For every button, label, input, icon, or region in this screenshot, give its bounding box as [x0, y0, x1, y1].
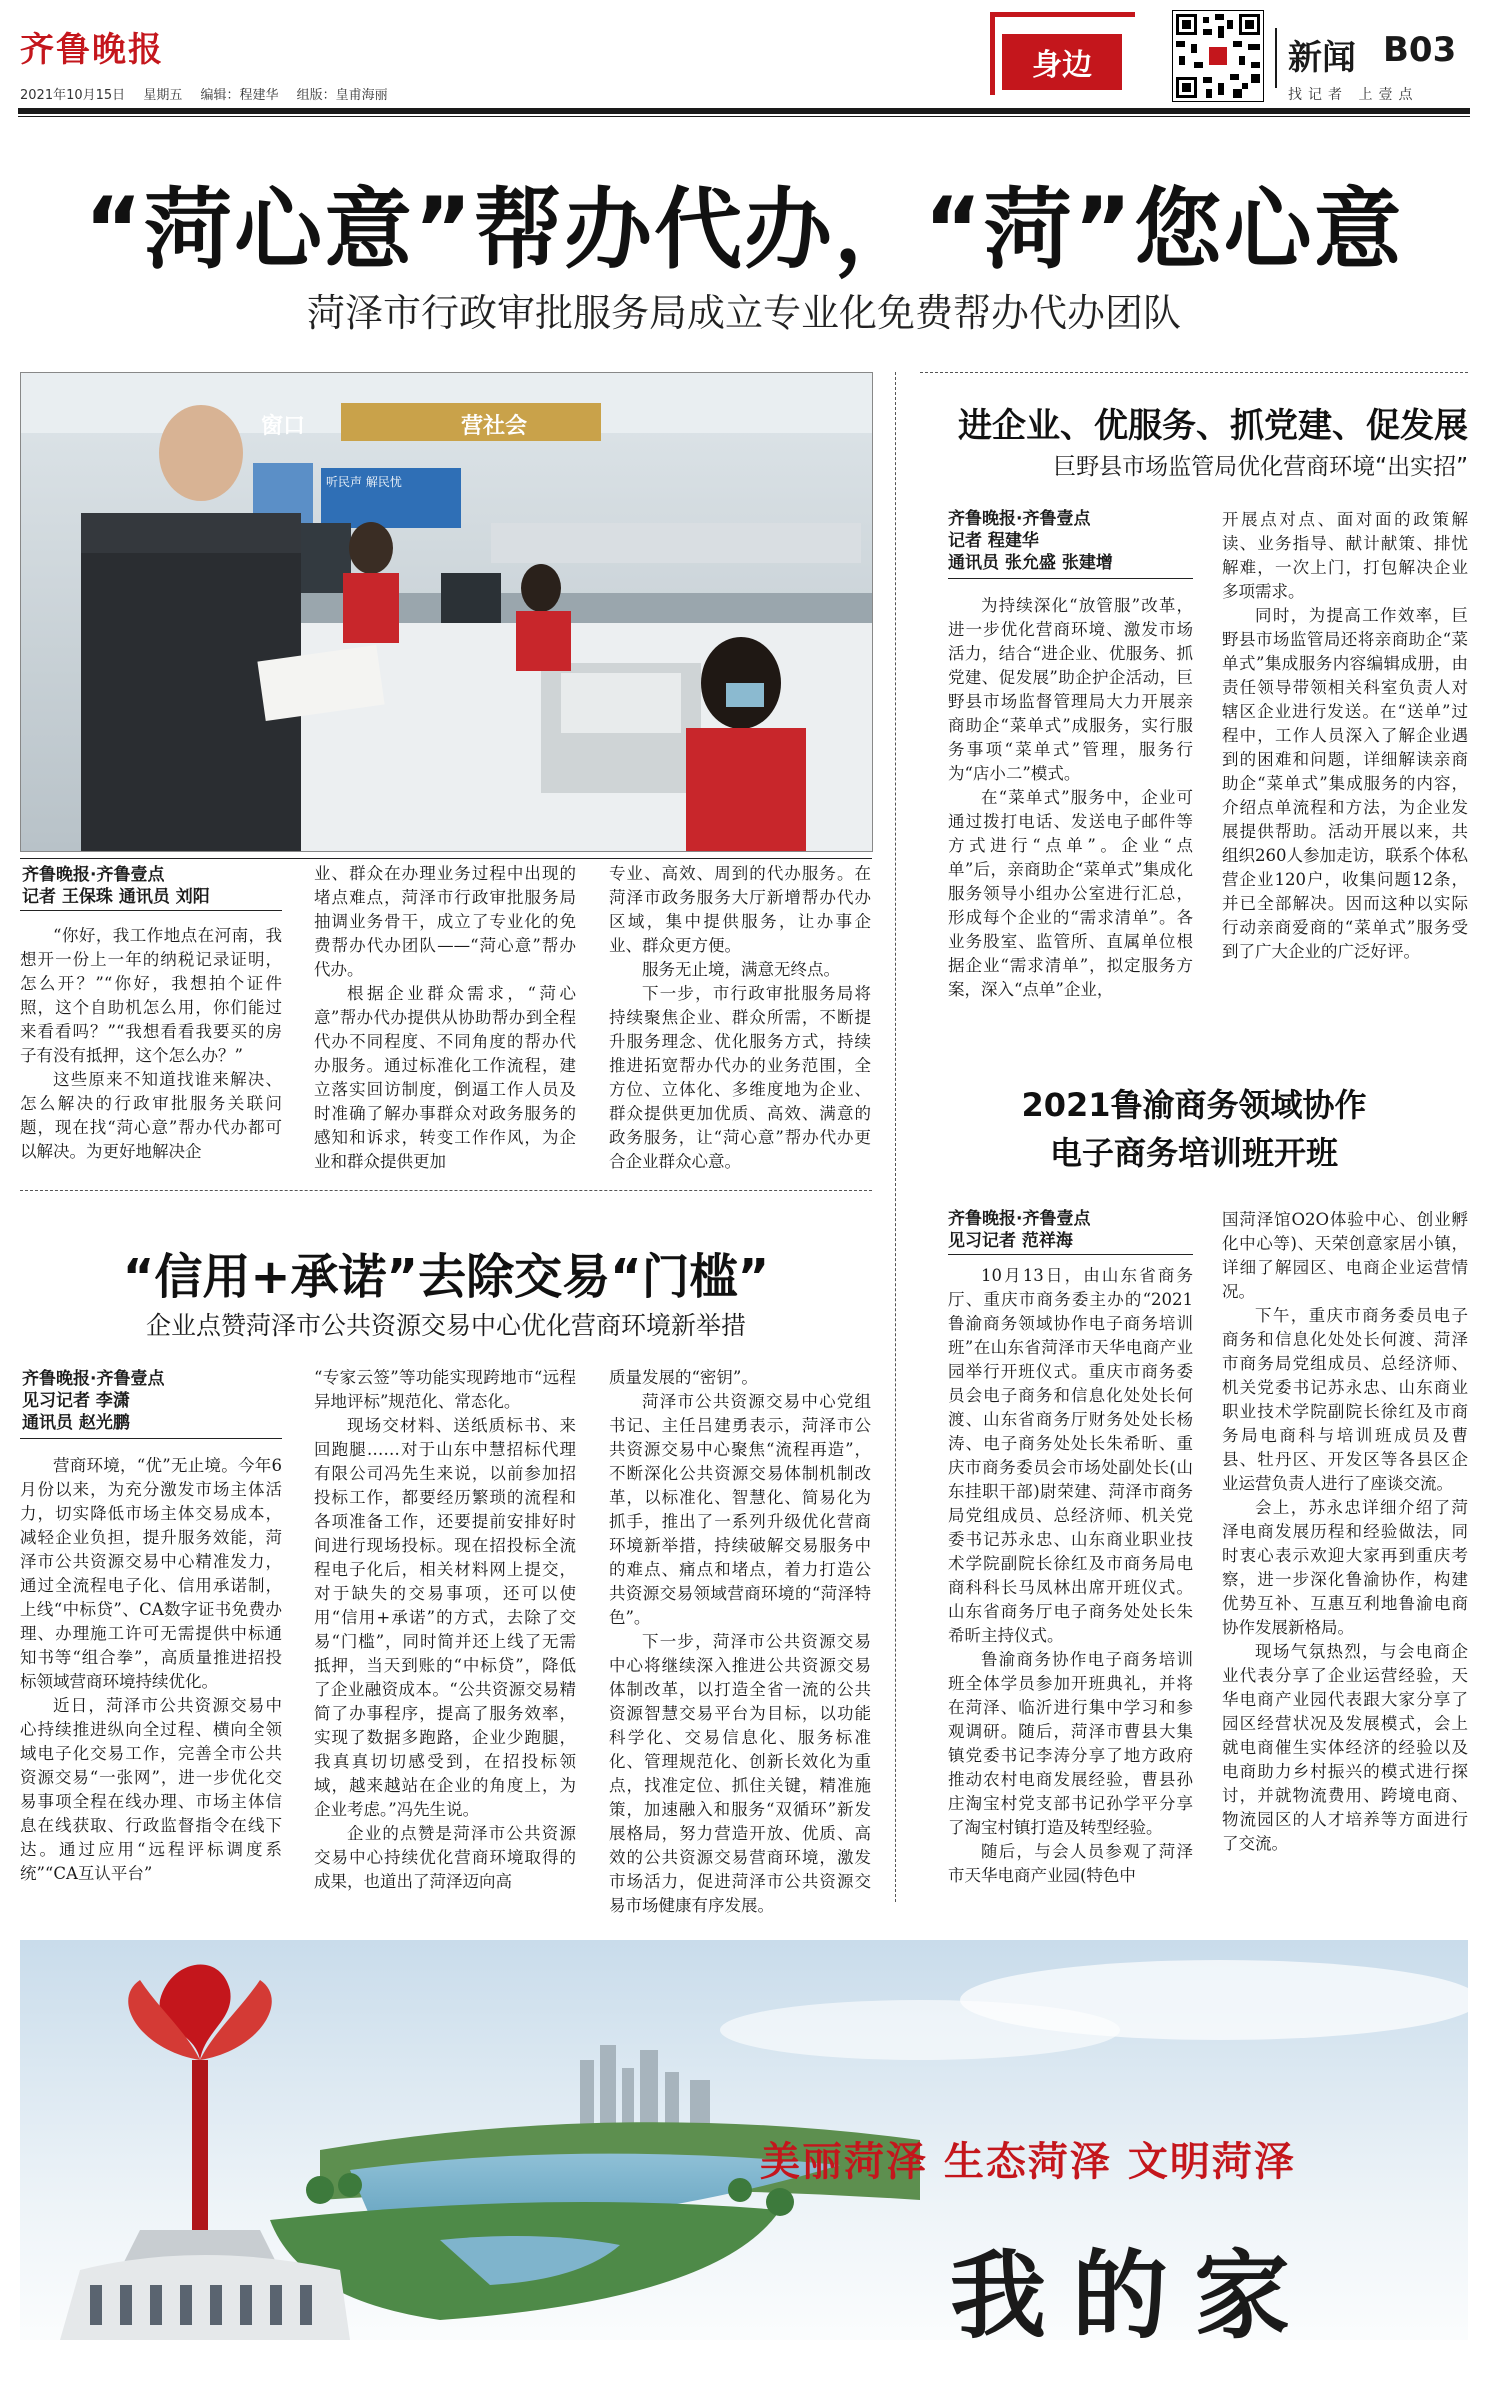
byline-reporter: 见习记者 李潇	[22, 1391, 130, 1411]
paragraph: 质量发展的“密钥”。	[609, 1368, 758, 1387]
top-rule-thin	[18, 116, 1470, 117]
right1-column-1	[948, 594, 1193, 1002]
lead-photo	[20, 372, 873, 852]
paragraph: 开展点对点、面对面的政策解读、业务指导、献计献策、排忧解难，一次上门，打包解决企业多项需求。	[1222, 510, 1468, 601]
lower-column-1	[20, 1454, 282, 1886]
paragraph: 下午，重庆市商务委员电子商务和信息化处处长何渡、菏泽市商务局党组成员、总经济师、机关党委书记苏永忠、山东商业职业技术学院副院长徐红及市商务局电商科与培训班成员及曹县、牡丹区、开发区等各县区企业运营负责人进行了座谈交流。	[1222, 1306, 1468, 1493]
photo-sign-listen: 听民声 解民忧	[326, 475, 402, 489]
page-number: B03	[1383, 30, 1457, 70]
lower-byline-rule	[20, 1438, 282, 1439]
byline-reporter: 记者 程建华	[948, 531, 1039, 551]
byline-outlet: 齐鲁晚报·齐鲁壹点	[948, 509, 1091, 529]
civic-banner	[20, 1940, 1468, 2385]
lead-rule	[20, 858, 872, 859]
byline-reporter: 见习记者 范祥海	[948, 1231, 1073, 1251]
paragraph: 在“菜单式”服务中，企业可通过拨打电话、发送电子邮件等方式进行“点单”。企业“点单”后，亲商助企“菜单式”集成化服务领导小组办公室进行汇总，形成每个企业的“需求清单”。各业务股室、监管所、直属单位根据企业“需求清单”，拟定服务方案，深入“点单”企业，	[948, 788, 1193, 999]
lower-byline	[22, 1368, 272, 1434]
paragraph: 下一步，菏泽市公共资源交易中心将继续深入推进公共资源交易体制改革，以打造全省一流的公共资源智慧交易平台为目标，以功能科学化、交易信息化、服务标准化、管理规范化、创新长效化为重点，找准定位、抓住关键，精准施策，加速融入和服务“双循环”新发展格局，努力营造开放、优质、高效的公共资源交易营商环境，激发市场活力，促进菏泽市公共资源交易市场健康有序发展。	[609, 1632, 871, 1915]
lead-column-3	[609, 862, 871, 1174]
right2-headline-line2: 电子商务培训班开班	[1049, 1134, 1338, 1172]
byline-outlet: 齐鲁晚报·齐鲁壹点	[22, 865, 165, 885]
right2-byline	[948, 1208, 1188, 1252]
lead-headline: “菏心意”帮办代办，“菏”您心意	[84, 178, 1404, 281]
right1-byline	[948, 508, 1188, 574]
paragraph: 随后，与会人员参观了菏泽市天华电商产业园(特色中	[948, 1842, 1193, 1885]
byline-outlet: 齐鲁晚报·齐鲁壹点	[948, 1209, 1091, 1229]
qr-code[interactable]	[1172, 10, 1264, 102]
byline-outlet: 齐鲁晚报·齐鲁壹点	[22, 1369, 165, 1389]
paragraph: 鲁渝商务协作电子商务培训班全体学员参加开班典礼，并将在菏泽、临沂进行集中学习和参观调研。随后，菏泽市曹县大集镇党委书记李涛分享了地方政府推动农村电商发展经验，曹县孙庄淘宝村党支部书记孙学平分享了淘宝村镇打造及转型经验。	[948, 1650, 1193, 1837]
right1-subheadline: 巨野县市场监管局优化营商环境“出实招”	[1053, 454, 1468, 480]
paragraph: 服务无止境，满意无终点。	[642, 960, 840, 979]
column-divider	[895, 372, 896, 1902]
layout-credit: 组版：皇甫海丽	[296, 88, 388, 103]
paragraph: 同时，为提高工作效率，巨野县市场监管局还将亲商助企“菜单式”集成服务内容编辑成册，由责任领导带领相关科室负责人对辖区企业进行发送。在“送单”过程中，工作人员深入了解企业遇到的困难和问题，详细解读亲商助企“菜单式”集成服务的内容，介绍点单流程和方法，为企业发展提供帮助。活动开展以来，共组织260人参加走访，联系个体私营企业120户，收集问题12条，并已全部解决。因而这种以实际行动亲商爱商的“菜单式”服务受到了广大企业的广泛好评。	[1222, 606, 1468, 961]
top-rule	[18, 108, 1470, 114]
lead-column-1	[20, 924, 282, 1164]
photo-sign-society: 营社会	[461, 414, 528, 439]
lower-top-rule	[20, 1190, 872, 1191]
paragraph: “你好，我工作地点在河南，我想开一份上一年的纳税记录证明，怎么开？”“你好，我想拍个证件照，这个自助机怎么用，你们能过来看看吗？”“我想看看我要买的房子有没有抵押，这个怎么办？”	[20, 926, 282, 1065]
right2-byline-rule	[948, 1254, 1193, 1255]
paragraph: 现场气氛热烈，与会电商企业代表分享了企业运营经验，天华电商产业园代表跟大家分享了园区经营状况及发展模式，会上就电商催生实体经济的经验以及电商助力乡村振兴的模式进行探讨，并就物流费用、跨境电商、物流园区的人才培养等方面进行了交流。	[1222, 1642, 1468, 1853]
paragraph: 菏泽市公共资源交易中心党组书记、主任吕建勇表示，菏泽市公共资源交易中心聚焦“流程再造”，不断深化公共资源交易体制机制改革，以标准化、智慧化、简易化为抓手，推出了一系列升级优化营商环境新举措，持续破解交易服务中的难点、痛点和堵点，着力打造公共资源交易领域营商环境的“菏泽特色”。	[609, 1392, 871, 1627]
banner-my-home: 我的家	[950, 2239, 1316, 2352]
lead-byline-rule	[20, 910, 282, 911]
byline-reporters: 记者 王保珠 通讯员 刘阳	[22, 887, 210, 907]
paragraph: 企业的点赞是菏泽市公共资源交易中心持续优化营商环境取得的成果，也道出了菏泽迈向高	[314, 1824, 576, 1891]
issue-date: 2021年10月15日	[20, 88, 126, 103]
paragraph: 为持续深化“放管服”改革，进一步优化营商环境、激发市场活力，结合“进企业、优服务、抓党建、促发展”助企护企活动，巨野县市场监督管理局大力开展亲商助企“菜单式”成服务，实行服务事项“菜单式”管理，服务行为“店小二”模式。	[948, 596, 1193, 783]
lower-column-3	[609, 1366, 871, 1918]
photo-sign-window: 窗口	[261, 414, 306, 439]
lower-headline: “信用+承诺”去除交易“门槛”	[122, 1249, 770, 1305]
paragraph: 10月13日，由山东省商务厅、重庆市商务委主办的“2021鲁渝商务领域协作电子商务培训班”在山东省菏泽市天华电商产业园举行开班仪式。重庆市商务委员会电子商务和信息化处处长何渡、山东省商务厅财务处处长杨涛、电子商务处处长朱希昕、重庆市商务委员会市场处副处长(山东挂职干部)尉荣建、菏泽市商务局党组成员、总经济师、机关党委书记苏永忠、山东商业职业技术学院副院长徐红及市商务局电商科科长马凤林出席开班仪式。山东省商务厅电子商务处处长朱希昕主持仪式。	[948, 1266, 1193, 1645]
lower-subheadline: 企业点赞菏泽市公共资源交易中心优化营商环境新举措	[145, 1311, 746, 1340]
right1-headline: 进企业、优服务、抓党建、促发展	[958, 406, 1468, 446]
service-hall-photo	[21, 373, 872, 851]
issue-weekday: 星期五	[143, 88, 183, 103]
right1-column-2	[1222, 508, 1468, 964]
paragraph: 业、群众在办理业务过程中出现的堵点难点，菏泽市行政审批服务局抽调业务骨干，成立了专业化的免费帮办代办团队——“菏心意”帮办代办。	[314, 864, 576, 979]
section-name: 新闻	[1288, 38, 1356, 78]
paragraph: 国菏泽馆O2O体验中心、创业孵化中心等)、天荣创意家居小镇，详细了解园区、电商企业运营情况。	[1222, 1210, 1468, 1301]
masthead-divider	[1275, 28, 1277, 88]
paragraph: “专家云签”等功能实现跨地市“远程异地评标”规范化、常态化。	[314, 1368, 576, 1411]
banner-slogan: 美丽菏泽 生态菏泽 文明菏泽	[760, 2139, 1296, 2185]
section-tag: 身边	[1002, 34, 1122, 90]
masthead-slogan: 找记者 上壹点	[1288, 87, 1419, 103]
right2-column-1	[948, 1264, 1193, 1888]
paragraph: 现场交材料、送纸质标书、来回跑腿……对于山东中慧招标代理有限公司冯先生来说，以前参加招投标工作，都要经历繁琐的流程和各项准备工作，还要提前安排好时间进行现场投标。现在招投标全流程电子化后，相关材料网上提交，对于缺失的交易事项，还可以使用“信用+承诺”的方式，去除了交易“门槛”，同时简并还上线了无需抵押，当天到账的“中标贷”，降低了企业融资成本。“公共资源交易精简了办事程序，提高了服务效率，实现了数据多跑路，企业少跑腿，我真真切切感受到，在招投标领域，越来越站在企业的角度上，为企业考虑。”冯先生说。	[314, 1416, 576, 1819]
right2-column-2	[1222, 1208, 1468, 1856]
paragraph: 会上，苏永忠详细介绍了菏泽电商发展历程和经验做法，同时衷心表示欢迎大家再到重庆考察，进一步深化鲁渝协作，构建优势互补、互惠互利地鲁渝电商协作发展新格局。	[1222, 1498, 1468, 1637]
qr-code-icon	[1173, 11, 1263, 101]
right1-byline-rule	[948, 578, 1193, 579]
byline-correspondent: 通讯员 赵光鹏	[22, 1413, 130, 1433]
paragraph: 下一步，市行政审批服务局将持续聚焦企业、群众所需，不断提升服务理念、优化服务方式，持续推进拓宽帮办代办的业务范围，全方位、立体化、多维度地为企业、群众提供更加优质、高效、满意的政务服务，让“菏心意”帮办代办更合企业群众心意。	[609, 984, 871, 1171]
paragraph: 近日，菏泽市公共资源交易中心持续推进纵向全过程、横向全领域电子化交易工作，完善全市公共资源交易“一张网”，进一步优化交易事项全程在线办理、市场主体信息在线获取、行政监督指令在线下达。通过应用“远程评标调度系统”“CA互认平台”	[20, 1696, 282, 1883]
lead-column-2	[314, 862, 576, 1174]
paragraph: 营商环境，“优”无止境。今年6月份以来，为充分激发市场主体活力，切实降低市场主体交易成本，减轻企业负担，提升服务效能，菏泽市公共资源交易中心精准发力，通过全流程电子化、信用承诺制，上线“中标贷”、CA数字证书免费办理、办理施工许可无需提供中标通知书等“组合拳”，高质量推进招投标领域营商环境持续优化。	[20, 1456, 282, 1691]
editor-credit: 编辑：程建华	[200, 88, 279, 103]
masthead-logo: 齐鲁晚报	[20, 30, 164, 70]
issue-meta	[20, 84, 402, 103]
right1-top-rule	[920, 372, 1468, 373]
lead-byline	[22, 864, 272, 908]
lower-column-2	[314, 1366, 576, 1894]
lead-subheadline: 菏泽市行政审批服务局成立专业化免费帮办代办团队	[306, 291, 1181, 335]
paragraph: 这些原来不知道找谁来解决、怎么解决的行政审批服务关联问题，现在找“菏心意”帮办代办都可以解决。为更好地解决企	[20, 1070, 282, 1161]
paragraph: 专业、高效、周到的代办服务。在菏泽市政务服务大厅新增帮办代办区域，集中提供服务，让办事企业、群众更方便。	[609, 864, 871, 955]
paragraph: 根据企业群众需求，“菏心意”帮办代办提供从协助帮办到全程代办不同程度、不同角度的帮办代办服务。通过标准化工作流程，建立落实回访制度，倒逼工作人员及时准确了解办事群众对政务服务的感知和诉求，转变工作作风，为企业和群众提供更加	[314, 984, 576, 1171]
right2-headline-line1: 2021鲁渝商务领域协作	[1021, 1086, 1367, 1124]
byline-correspondents: 通讯员 张允盛 张建增	[948, 553, 1113, 573]
